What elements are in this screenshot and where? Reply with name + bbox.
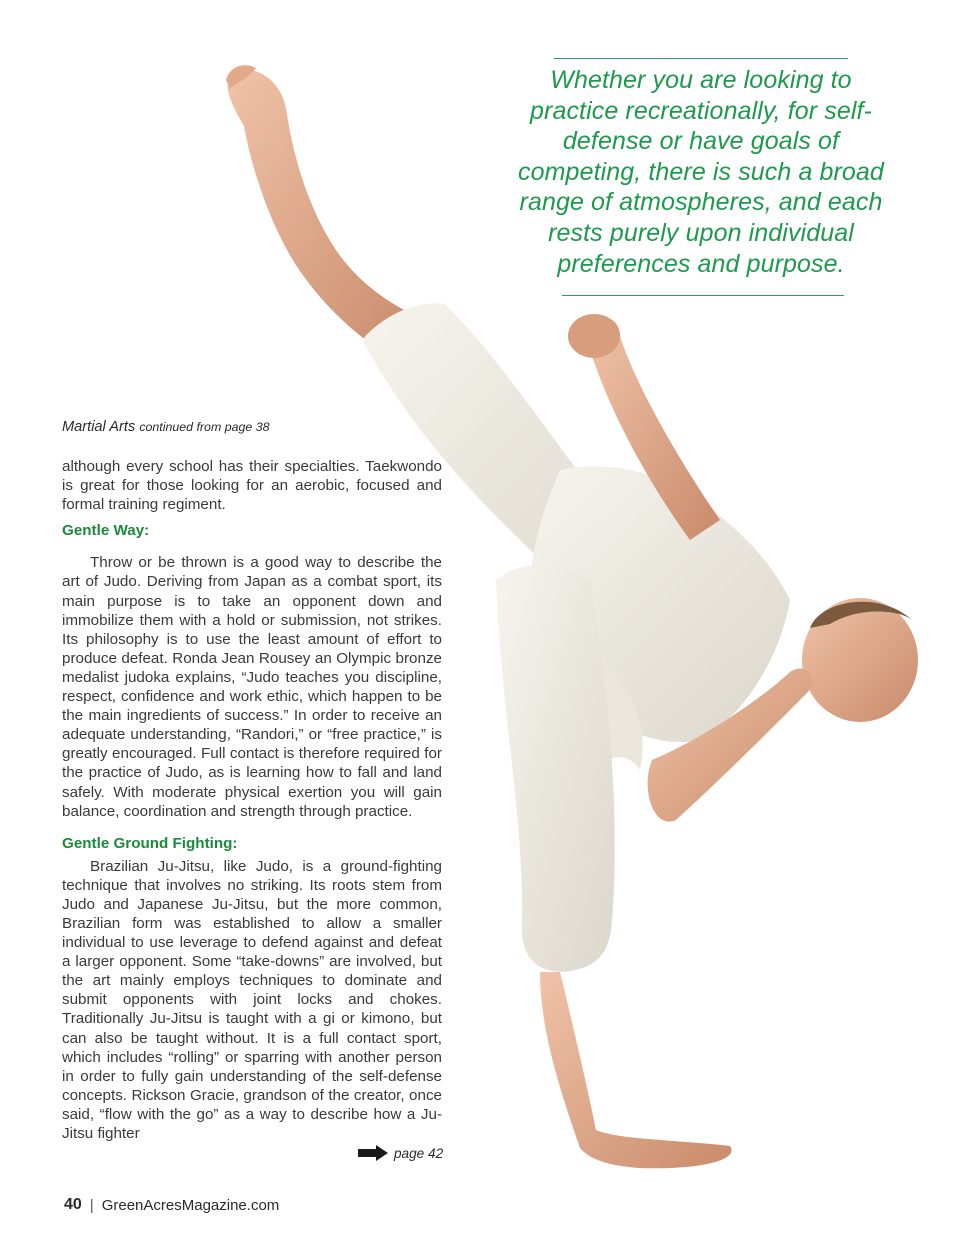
section-body-gentle-ground-fighting: Brazilian Ju-Jitsu, like Judo, is a ground-fighting technique that involves no striking. Its roots stem from Judo and Japanese Ju-Jitsu, but the more common, Brazilian form was established to allow a smaller individual to use leverage to defend against and defeat a larger opponent. Some “take-downs” are involved, but the art mainly employs techniques to dominate and submit opponents with joint locks and chokes. Traditionally Ju-Jitsu is taught with a gi or kimono, but can also be taught without. It is a full contact sport, which includes “rolling” or sparring with another person in order to fully gain understanding of the self-defense concepts. Rickson Gracie, grandson of the creator, once said, “flow with the go” as a way to describe how a Ju-Jitsu fighter bbox=[62, 857, 442, 1142]
continued-on-link[interactable] bbox=[358, 1145, 443, 1161]
pull-quote-top-rule bbox=[554, 58, 848, 59]
article-column bbox=[62, 418, 442, 1143]
continued-line bbox=[62, 418, 442, 437]
page-footer bbox=[64, 1196, 279, 1214]
continued-title: Martial Arts bbox=[62, 419, 136, 435]
section-body-gentle-way: Throw or be thrown is a good way to describe the art of Judo. Deriving from Japan as a combat sport, its main purpose is to take an opponent down and immobilize them with a hold or submission, not strikes. Its philosophy is to use the least amount of effort to produce defeat. Ronda Jean Rousey an Olympic bronze medalist judoka explains, “Judo teaches you discipline, respect, confidence and work ethic, which happen to be the main ingredients of success.” In order to receive an adequate understanding, “Randori,” or “free practice,” is greatly encouraged. Full contact is therefore required for the practice of Judo, as is learning how to fall and land safely. With moderate physical exertion you will gain balance, coordination and strength through practice. bbox=[62, 554, 442, 820]
footer-site[interactable]: GreenAcresMagazine.com bbox=[101, 1196, 280, 1214]
continued-note: continued from page 38 bbox=[139, 420, 270, 434]
section-heading-gentle-way: Gentle Way: bbox=[62, 522, 150, 540]
page-number: 40 bbox=[64, 1196, 82, 1213]
pull-quote-bottom-rule bbox=[562, 295, 844, 296]
page-ref-label: page 42 bbox=[394, 1145, 444, 1161]
pull-quote-text: Whether you are looking to practice recreationally, for self-defense or have goals of competing, there is such a broad range of atmospheres, and each rests purely upon individual preferences and purpose. bbox=[518, 66, 884, 278]
section-heading-gentle-ground-fighting: Gentle Ground Fighting: bbox=[62, 834, 238, 852]
footer-separator: | bbox=[89, 1196, 94, 1214]
article-intro: although every school has their specialties. Taekwondo is great for those looking for an aerobic, focused and formal training regiment. bbox=[62, 458, 442, 514]
pull-quote bbox=[512, 58, 890, 296]
arrow-right-icon bbox=[358, 1145, 388, 1161]
